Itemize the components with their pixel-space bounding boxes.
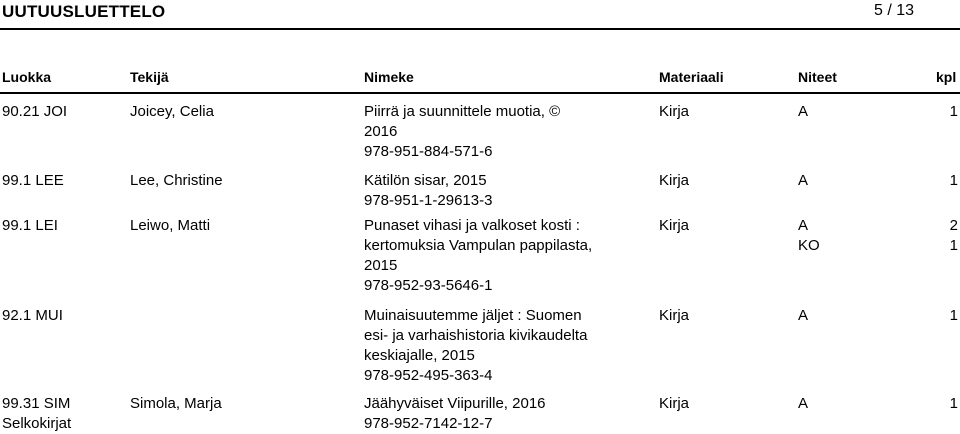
cell-tekija (130, 216, 210, 236)
cell-materiaali-line: Kirja (659, 395, 690, 412)
cell-kpl (950, 102, 958, 122)
cell-nimeke (364, 102, 560, 162)
cell-tekija (130, 102, 214, 122)
cell-kpl-line: 1 (949, 237, 958, 254)
cell-nimeke-line: 978-951-1-29613-3 (364, 192, 493, 209)
cell-kpl (950, 171, 958, 191)
cell-nimeke-line: 2016 (364, 123, 398, 140)
cell-luokka-line: 99.1 LEE (2, 172, 64, 189)
column-header-rule (0, 92, 960, 94)
cell-luokka-line: 99.31 SIM (2, 395, 71, 412)
column-header-nimeke: Nimeke (364, 69, 414, 85)
cell-nimeke-line: keskiajalle, 2015 (364, 347, 475, 364)
cell-tekija-line: Lee, Christine (130, 172, 223, 189)
cell-materiaali-line: Kirja (659, 307, 690, 324)
cell-luokka (2, 216, 58, 236)
cell-nimeke-line: Muinaisuutemme jäljet : Suomen (364, 307, 582, 324)
cell-niteet-line: A (798, 395, 809, 412)
catalog-title: UUTUUSLUETTELO (2, 2, 166, 21)
cell-tekija-line: Simola, Marja (130, 395, 222, 412)
cell-kpl (950, 306, 958, 326)
cell-kpl-line: 1 (949, 307, 958, 324)
column-header-niteet: Niteet (798, 69, 837, 85)
cell-nimeke (364, 216, 592, 296)
cell-materiaali (659, 394, 689, 414)
cell-niteet (798, 306, 808, 326)
cell-materiaali-line: Kirja (659, 103, 690, 120)
cell-kpl-line: 2 (949, 217, 958, 234)
cell-niteet-line: A (798, 172, 809, 189)
cell-nimeke (364, 394, 546, 434)
cell-nimeke-line: Kätilön sisar, 2015 (364, 172, 487, 189)
cell-luokka-line: 90.21 JOI (2, 103, 68, 120)
cell-nimeke-line: 978-952-7142-12-7 (364, 415, 493, 432)
column-header-kpl: kpl (936, 69, 957, 85)
cell-nimeke (364, 171, 492, 211)
cell-kpl-line: 1 (949, 395, 958, 412)
cell-nimeke-line: Punaset vihasi ja valkoset kosti : (364, 217, 580, 234)
cell-tekija (130, 394, 222, 414)
cell-kpl (950, 394, 958, 414)
cell-materiaali (659, 216, 689, 236)
cell-nimeke (364, 306, 587, 386)
cell-nimeke-line: kertomuksia Vampulan pappilasta, (364, 237, 593, 254)
cell-luokka-line: Selkokirjat (2, 415, 72, 432)
cell-nimeke-line: 978-951-884-571-6 (364, 143, 493, 160)
cell-luokka-line: 99.1 LEI (2, 217, 58, 234)
cell-niteet-line: KO (798, 237, 820, 254)
cell-nimeke-line: esi- ja varhaishistoria kivikaudelta (364, 327, 588, 344)
cell-niteet (798, 171, 808, 191)
cell-niteet-line: A (798, 103, 809, 120)
page-indicator: 5 / 13 (873, 2, 914, 19)
cell-materiaali (659, 306, 689, 326)
column-header-luokka: Luokka (2, 69, 52, 85)
cell-nimeke-line: 978-952-495-363-4 (364, 367, 493, 384)
cell-materiaali (659, 102, 689, 122)
cell-tekija-line: Joicey, Celia (130, 103, 214, 120)
cell-luokka (2, 394, 71, 434)
cell-niteet (798, 102, 808, 122)
cell-niteet-line: A (798, 307, 809, 324)
cell-luokka (2, 306, 63, 326)
cell-tekija-line: Leiwo, Matti (130, 217, 211, 234)
cell-nimeke-line: Jäähyväiset Viipurille, 2016 (364, 395, 546, 412)
header-rule (0, 28, 960, 30)
cell-materiaali-line: Kirja (659, 217, 690, 234)
cell-luokka-line: 92.1 MUI (2, 307, 63, 324)
cell-nimeke-line: 978-952-93-5646-1 (364, 277, 493, 294)
cell-niteet (798, 216, 820, 256)
cell-tekija (130, 171, 223, 191)
cell-materiaali-line: Kirja (659, 172, 690, 189)
cell-niteet-line: A (798, 217, 809, 234)
cell-kpl-line: 1 (949, 172, 958, 189)
cell-kpl (950, 216, 958, 256)
cell-luokka (2, 171, 64, 191)
cell-nimeke-line: Piirrä ja suunnittele muotia, © (364, 103, 561, 120)
column-header-tekija: Tekijä (130, 69, 169, 85)
cell-niteet (798, 394, 808, 414)
cell-nimeke-line: 2015 (364, 257, 398, 274)
column-header-materiaali: Materiaali (659, 69, 724, 85)
cell-luokka (2, 102, 67, 122)
cell-kpl-line: 1 (949, 103, 958, 120)
cell-materiaali (659, 171, 689, 191)
